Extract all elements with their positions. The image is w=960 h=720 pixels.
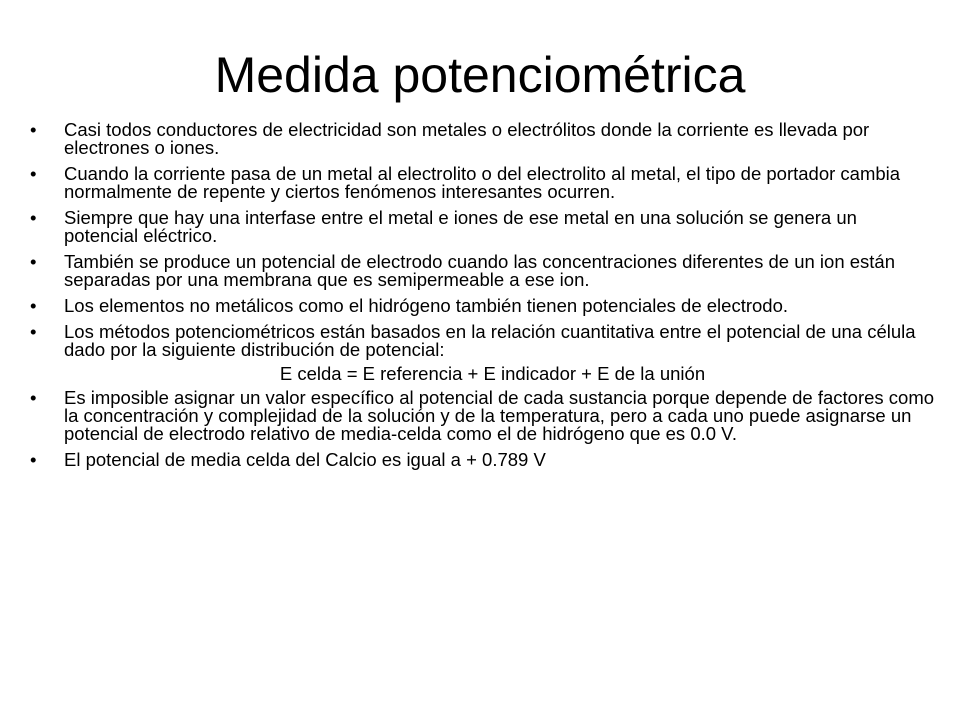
formula-line: E celda = E referencia + E indicador + E de la unión [279, 363, 706, 384]
bullet-text: Casi todos conductores de electricidad son metales o electrólitos donde la corriente es llevada por electrones o iones. [64, 119, 870, 158]
bullet-item [30, 253, 935, 289]
bullet-dot-icon: • [30, 163, 37, 184]
bullet-dot-icon: • [30, 251, 37, 272]
bullet-text: Es imposible asignar un valor específico al potencial de cada sustancia porque depende de factores como la concentración y complejidad de la solución y de la temperatura, pero a cada uno puede asignarse un potencial de electrodo relativo de media-celda como el de hidrógeno que es 0.0 V. [64, 387, 935, 444]
bullet-dot-icon: • [30, 207, 37, 228]
bullet-item [30, 389, 935, 443]
bullet-text: Cuando la corriente pasa de un metal al electrolito o del electrolito al metal, el tipo de portador cambia normalmente de repente y ciertos fenómenos interesantes ocurren. [64, 163, 901, 202]
bullet-text: Siempre que hay una interfase entre el metal e iones de ese metal en una solución se genera un potencial eléctrico. [64, 207, 857, 246]
bullet-text: Los elementos no metálicos como el hidrógeno también tienen potenciales de electrodo. [64, 295, 789, 316]
bullet-item [30, 209, 935, 245]
bullet-dot-icon: • [30, 119, 37, 140]
bullet-item [30, 451, 935, 469]
bullet-dot-icon: • [30, 295, 37, 316]
bullet-item [30, 297, 935, 315]
bullet-dot-icon: • [30, 321, 37, 342]
bullet-item [30, 121, 935, 157]
bullet-item [30, 165, 935, 201]
bullet-dot-icon: • [30, 449, 37, 470]
bullet-dot-icon: • [30, 387, 37, 408]
bullet-list [30, 121, 935, 477]
bullet-text: También se produce un potencial de electrodo cuando las concentraciones diferentes de un ion están separadas por una membrana que es semipermeable a ese ion. [64, 251, 896, 290]
slide-title: Medida potenciométrica [214, 47, 746, 103]
bullet-text: Los métodos potenciométricos están basados en la relación cuantitativa entre el potencial de una célula dado por la siguiente distribución de potencial: [64, 321, 916, 360]
bullet-text: El potencial de media celda del Calcio es igual a + 0.789 V [64, 449, 546, 470]
bullet-item [30, 323, 935, 359]
